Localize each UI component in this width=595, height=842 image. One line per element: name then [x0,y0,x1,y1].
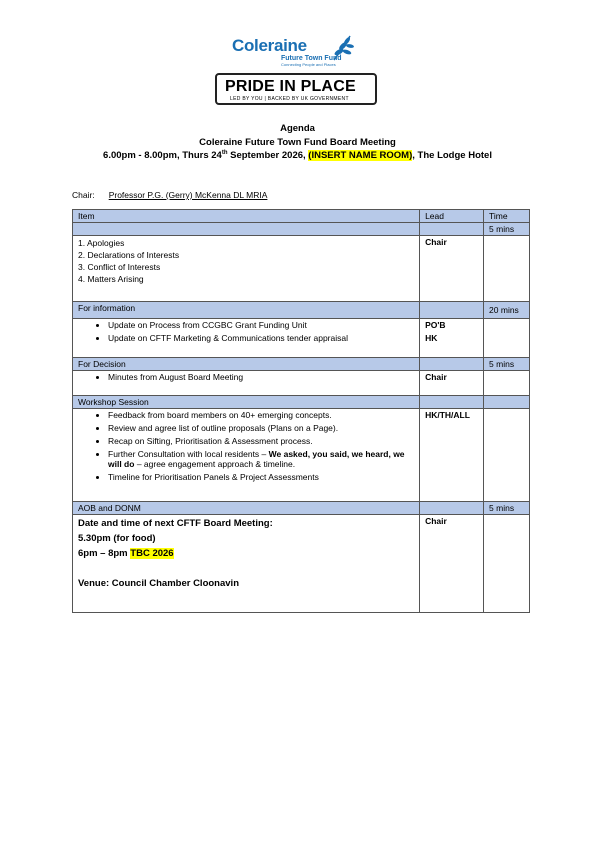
lead-cell: Chair [420,236,484,302]
time-cell: 5 mins [484,502,530,515]
section-row-decision [73,358,530,371]
section-heading: Workshop Session [73,396,420,409]
next-meeting-time: 6pm – 8pm TBC 2026 [78,548,174,559]
list-item: • Timeline for Prioritisation Panels & Project Assessments [108,472,414,482]
list-item: • Minutes from August Board Meeting [108,372,414,382]
next-meeting-title: Date and time of next CFTF Board Meeting: [78,518,273,529]
chair-line [72,190,267,200]
venue-text: , The Lodge Hotel [412,150,492,162]
table-row [73,319,530,358]
pride-logo-title: PRIDE IN PLACE [225,78,356,95]
table-row [73,515,530,613]
list-item: 3. Conflict of Interests [78,262,161,272]
chair-label: Chair: [72,190,95,200]
section-row-workshop [73,396,530,409]
room-placeholder: (INSERT NAME ROOM) [308,150,413,162]
time-cell: 20 mins [484,302,530,319]
next-meeting-venue: Venue: Council Chamber Cloonavin [78,578,239,589]
table-row [73,236,530,302]
lead-cell: HK [425,333,438,343]
datetime-text: 6.00pm - 8.00pm, Thurs 24 [103,150,222,162]
lead-cell: HK/TH/ALL [420,409,484,502]
coleraine-logo [232,36,356,66]
table-row [73,371,530,396]
pride-in-place-logo [215,73,377,105]
meeting-title: Coleraine Future Town Fund Board Meeting [199,137,396,148]
section-row-information [73,302,530,319]
datetime-date: September 2026, [227,150,309,162]
list-item: • Feedback from board members on 40+ emerging concepts. [108,410,414,420]
table-row [73,223,530,236]
time-cell: 5 mins [484,358,530,371]
list-item: • Review and agree list of outline proposals (Plans on a Page). [108,423,414,433]
lead-cell: PO'B [425,320,446,330]
list-item: 4. Matters Arising [78,274,144,284]
section-heading: For Decision [73,358,420,371]
header-time: Time [484,210,530,223]
table-header-row [73,210,530,223]
section-row-aob [73,502,530,515]
list-item: • Recap on Sifting, Prioritisation & Assessment process. [108,436,414,446]
pride-logo-tagline: LED BY YOU | BACKED BY UK GOVERNMENT [230,96,349,102]
chair-name: Professor P.G. (Gerry) McKenna DL MRIA [108,190,268,200]
datetime-sup: th [221,150,228,156]
next-meeting-food: 5.30pm (for food) [78,533,156,544]
list-item: 2. Declarations of Interests [78,250,180,260]
time-cell: 5 mins [484,223,530,236]
agenda-title: Agenda [280,123,315,134]
agenda-table [72,209,530,613]
meeting-datetime [0,150,595,161]
leaf-icon [330,34,356,64]
list-item: 1. Apologies [78,238,125,248]
table-row [73,409,530,502]
list-item: • Update on Process from CCGBC Grant Funding Unit [108,320,414,330]
header-item: Item [73,210,420,223]
header-lead: Lead [420,210,484,223]
list-item: • Update on CFTF Marketing & Communications tender appraisal [108,333,414,343]
lead-cell: Chair [420,371,484,396]
opening-items [73,236,420,302]
lead-cell: Chair [420,515,484,613]
coleraine-logo-title: Coleraine [232,36,307,55]
section-heading: AOB and DONM [73,502,420,515]
coleraine-logo-subtitle: Future Town Fund [281,55,342,62]
list-item: • Further Consultation with local residents – We asked, you said, we heard, we will do – agree engagement approach & timeline. [108,449,414,469]
coleraine-logo-tagline: Connecting People and Places [281,62,336,67]
section-heading: For information [73,302,420,319]
